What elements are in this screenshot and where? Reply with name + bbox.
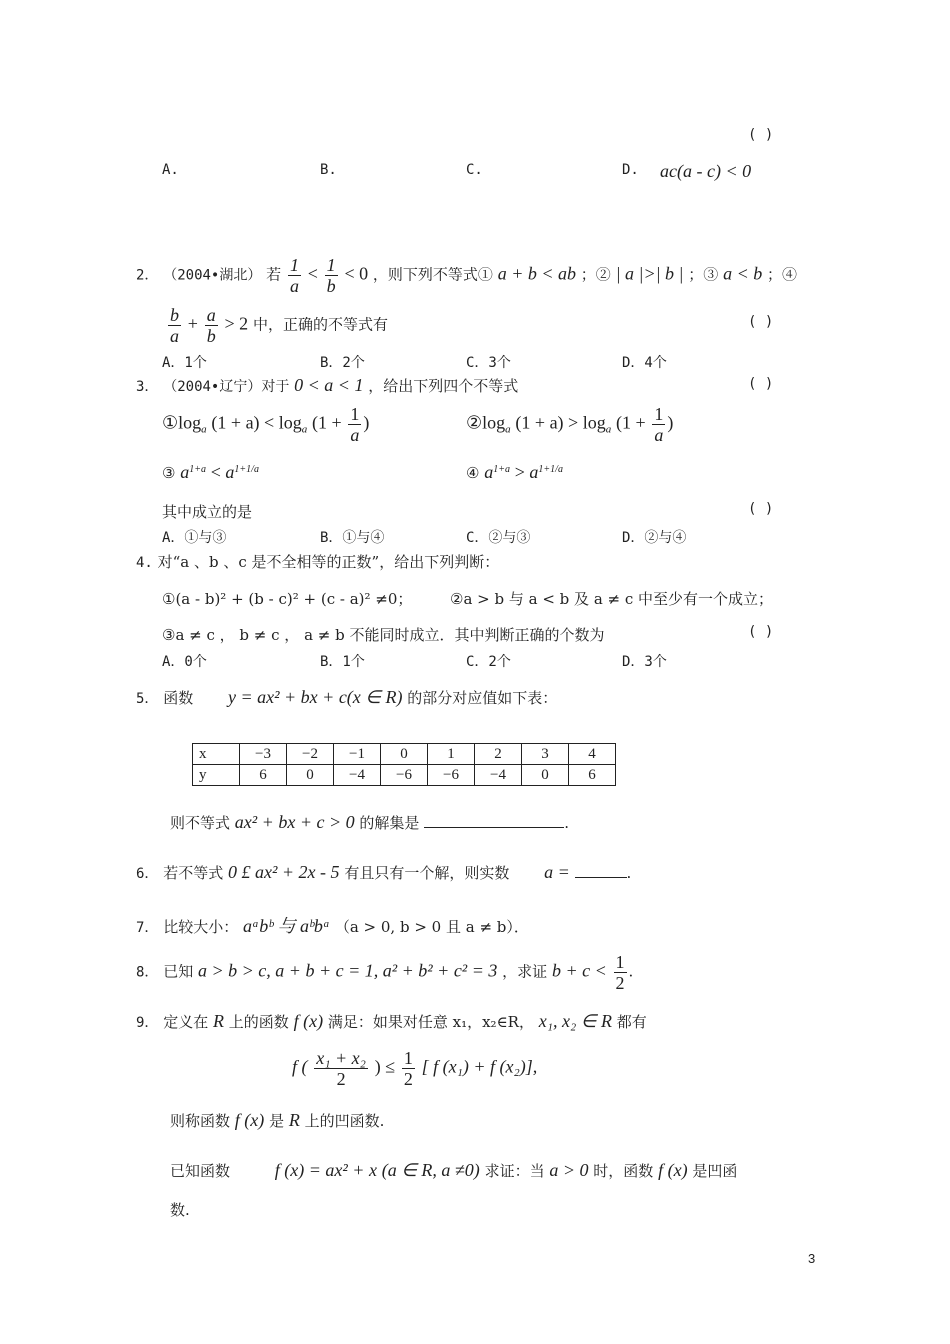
table-cell: 0: [381, 744, 428, 765]
option-d-expr: ac(a - c) < 0: [660, 161, 752, 181]
q8-goal: b + c <: [551, 960, 607, 981]
q6-var: a =: [544, 862, 570, 882]
question-7: [136, 912, 529, 938]
table-cell: x: [193, 744, 240, 765]
table-row-y: [193, 765, 616, 786]
table-cell: 4: [569, 744, 616, 765]
table-cell: −6: [381, 765, 428, 786]
q3-e2b: (1 + a) > log: [515, 412, 606, 433]
q2-sep1: ；②: [580, 265, 611, 284]
page-number: 3: [808, 1251, 816, 1266]
q4-answer-paren: ( ): [748, 624, 774, 640]
q3-source: （2004•辽宁）对于: [163, 379, 290, 395]
q6-text1: 若不等式: [163, 864, 224, 882]
q3-text: ，给出下列四个不等式: [368, 377, 519, 395]
q2-source: （2004•湖北）: [163, 267, 262, 284]
q2-item2: | a |>| b |: [615, 263, 684, 284]
q2-ruo: 若: [266, 265, 282, 284]
q3-option-c: C．②与③: [466, 530, 531, 546]
question-5: [136, 687, 557, 708]
q9-formula-c: [ f (x₁) + f (x₂)],: [421, 1056, 538, 1077]
q2-option-d: D．4个: [622, 355, 667, 371]
q2-item3: a < b: [723, 263, 763, 284]
q8-frac-half: $\frac{1}{2}$: [615, 952, 625, 993]
q2-option-c: C．3个: [466, 355, 511, 371]
q3-number: 3．: [136, 379, 159, 395]
q2-sep2: ；③: [688, 265, 719, 284]
q3-e1b: (1 + a) < log: [211, 412, 302, 433]
q6-blank: [575, 877, 627, 878]
q2-option-b: B．2个: [320, 355, 365, 371]
q6-expr: 0 £ ax² + 2x - 5: [228, 862, 340, 882]
q9-formula-a: f (: [292, 1056, 308, 1077]
q3-e1: ①log: [162, 412, 202, 433]
q5-ask: [170, 812, 569, 833]
q3-e2c: (1 +: [615, 412, 646, 433]
q3-holds: 其中成立的是: [162, 503, 253, 521]
q2-option-a: A．1个: [162, 355, 207, 371]
q9-formula-b: ) ≤: [374, 1056, 396, 1077]
q9-def2: 是: [269, 1112, 285, 1130]
q5-label: 函数: [163, 689, 194, 707]
q2-number: 2．: [136, 267, 159, 284]
q9-known-label: 已知函数: [170, 1162, 231, 1180]
q3-option-d: D．②与④: [622, 530, 687, 546]
table-cell: −3: [240, 744, 287, 765]
q9-known: [170, 1160, 737, 1181]
q7-expr: aᵃbᵇ 与 aᵇbᵃ: [243, 916, 331, 936]
option-a: A.: [162, 162, 179, 178]
q3-e4: ④: [466, 464, 480, 482]
table-cell: 0: [522, 765, 569, 786]
q2-text1: ，则下列不等式①: [372, 265, 493, 284]
q9-frac-mid: $\frac{\text{x₁ + x₂}}{2}$: [316, 1048, 366, 1089]
q3-cond: 0 < a < 1: [294, 375, 364, 395]
q9-end: 数.: [170, 1201, 190, 1219]
q8-number: 8．: [136, 964, 159, 981]
q3-e3: ③: [162, 464, 176, 482]
q5-ask2: 的解集是: [359, 814, 420, 832]
q8-text1: 已知: [163, 962, 194, 981]
question-4: [136, 551, 499, 572]
q9-text3: 满足：如果对任意 x₁，x₂∈R，: [327, 1013, 534, 1031]
question-6: [136, 862, 631, 883]
table-cell: 6: [240, 765, 287, 786]
q7-cond: （a > 0, b > 0 且 a ≠ b）．: [334, 918, 529, 936]
q2-sep3: ；④: [767, 265, 798, 284]
q9-x12: x₁, x₂ ∈ R: [538, 1011, 612, 1031]
q9-prove: 求证：当: [484, 1162, 545, 1180]
q6-text2: 有且只有一个解，则实数: [344, 864, 510, 882]
q2-frac-1b: $\frac{1}{b}$: [326, 255, 336, 296]
q4-option-c: C．2个: [466, 654, 511, 670]
q3-answer-paren: ( ): [748, 376, 774, 392]
q2-cond-tail: < 0: [344, 263, 369, 284]
q9-def1: 则称函数: [170, 1112, 231, 1130]
q9-def-R: R: [288, 1110, 300, 1130]
q4-judgement-3: ③a ≠ c ， b ≠ c ， a ≠ b 不能同时成立．其中判断正确的个数为: [162, 626, 605, 644]
q9-number: 9．: [136, 1015, 159, 1031]
table-cell: 6: [569, 765, 616, 786]
table-cell: 0: [287, 765, 334, 786]
q4-option-b: B．1个: [320, 654, 365, 670]
q3-e1c: (1 +: [311, 412, 342, 433]
q2-frac-1a: $\frac{1}{a}$: [289, 255, 299, 296]
q8-expr: a > b > c, a + b + c = 1, a² + b² + c² = 3: [198, 960, 498, 981]
q9-text1: 定义在: [163, 1013, 209, 1031]
table-cell: 3: [522, 744, 569, 765]
table-cell: −6: [428, 765, 475, 786]
q5-ask1: 则不等式: [170, 814, 231, 832]
q3-frac-2: $\frac{1}{a}$: [654, 404, 664, 445]
table-cell: −2: [287, 744, 334, 765]
q9-fx: f (x) = ax² + x: [274, 1160, 377, 1180]
q5-ask-expr: ax² + bx + c > 0: [234, 812, 355, 832]
q4-judgement-1: ①(a - b)² + (b - c)² + (c - a)² ≠0；: [162, 590, 413, 608]
question-9: [136, 1011, 647, 1032]
value-table: [192, 743, 616, 786]
q3-option-a: A．①与③: [162, 530, 227, 546]
q3-ineq-3: ③ $a^{1+a} < a^{1+1/a}$: [162, 462, 259, 482]
q3-ineq-2: $②\log_a$ $(1 + a) > \log_a (1$ + $\frac{1}{a}$ ): [466, 404, 674, 445]
table-cell: −1: [334, 744, 381, 765]
q2-item1: a + b < ab: [497, 263, 576, 284]
q7-text1: 比较大小：: [163, 918, 239, 936]
q2-answer-paren: ( ): [748, 314, 774, 330]
q7-number: 7．: [136, 920, 159, 936]
q3-frac-1: $\frac{1}{a}$: [350, 404, 360, 445]
q6-end: .: [626, 864, 632, 882]
q4-option-d: D．3个: [622, 654, 667, 670]
table-cell: y: [193, 765, 240, 786]
q5-text: 的部分对应值如下表：: [407, 689, 558, 707]
q4-number: 4.: [136, 555, 153, 571]
question-8: [136, 952, 633, 993]
q5-end: .: [564, 814, 569, 832]
q3-ineq-4: ④ $a^{1+a} > a^{1+1/a}$: [466, 462, 563, 482]
q9-definition: [170, 1110, 384, 1131]
q5-number: 5．: [136, 691, 159, 707]
q9-frac-half: $\frac{1}{2}$: [403, 1048, 413, 1089]
q5-expr: y = ax² + bx + c(x ∈ R): [228, 687, 403, 707]
q2-item4-tail: > 2: [224, 313, 249, 334]
question-2: 2． （2004•湖北） 若 $\frac{1}{a}$ < $\frac{1}{b}$ < 0 ，则下列不等式① a + b < ab ；② | a |>| b | ；③ a < b ；④: [136, 255, 798, 296]
table-cell: −4: [475, 765, 522, 786]
q9-def-f: f (x): [234, 1110, 265, 1130]
q2-frac-ba: $\frac{b}{a}$: [170, 305, 179, 346]
q9-when-f: f (x): [658, 1160, 688, 1180]
q2-text2: 中，正确的不等式有: [252, 315, 388, 334]
q9-a0: a > 0: [549, 1160, 589, 1180]
q9-formula: [292, 1048, 537, 1089]
q3-e2: ②log: [466, 412, 506, 433]
q4-text: 对“a 、b 、c 是不全相等的正数”，给出下列判断：: [157, 553, 500, 571]
q9-f: f (x): [293, 1011, 324, 1031]
option-d: D.: [622, 162, 639, 178]
q9-text2: 上的函数: [228, 1013, 289, 1031]
table-cell: −4: [334, 765, 381, 786]
q9-cond: (a ∈ R, a ≠0): [381, 1160, 480, 1180]
answer-paren: ( ): [748, 127, 774, 143]
q5-blank: [424, 827, 564, 828]
q8-text2: ，求证: [502, 962, 548, 981]
q9-text4: 都有: [616, 1013, 647, 1031]
q9-R: R: [213, 1011, 225, 1031]
q4-option-a: A．0个: [162, 654, 207, 670]
q9-when: 时，函数: [593, 1162, 654, 1180]
q6-number: 6．: [136, 866, 159, 882]
q4-judgement-2: ②a > b 与 a < b 及 a ≠ c 中至少有一个成立；: [450, 590, 774, 608]
option-c: C.: [466, 162, 483, 178]
q8-end: .: [628, 962, 634, 981]
q9-def3: 上的凹函数.: [304, 1112, 385, 1130]
q9-is: 是凹函: [692, 1162, 738, 1180]
q3-answer-paren-2: ( ): [748, 501, 774, 517]
table-row-x: [193, 744, 616, 765]
table-cell: 2: [475, 744, 522, 765]
q3-ineq-1: $①\log_a$ $(1 + a) < \log_a (1$ + $\frac{1}{a}$ ): [162, 404, 370, 445]
q3-option-b: B．①与④: [320, 530, 385, 546]
q2-frac-ab: $\frac{a}{b}$: [206, 305, 216, 346]
table-cell: 1: [428, 744, 475, 765]
question-3: [136, 375, 518, 396]
option-b: B.: [320, 162, 337, 178]
q2-line2: $\frac{b}{a}$ + $\frac{a}{b}$ > 2 中，正确的不等式有: [170, 305, 388, 346]
